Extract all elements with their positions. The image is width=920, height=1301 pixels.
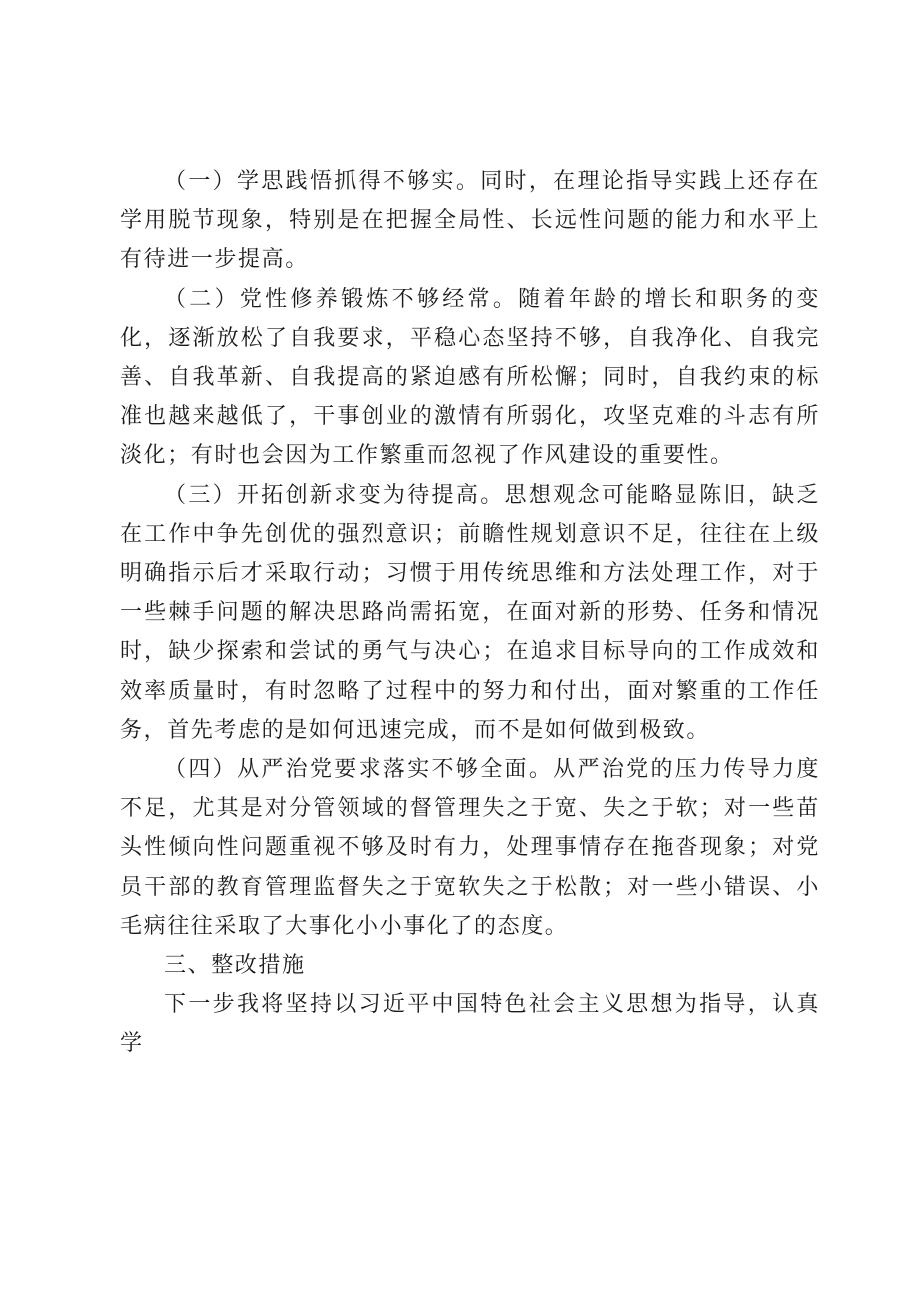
document-body (120, 162, 820, 1064)
section-heading-rectification: 三、整改措施 (164, 953, 306, 979)
paragraph-party-spirit: （二）党性修养锻炼不够经常。随着年龄的增长和职务的变化，逐渐放松了自我要求，平稳心态坚持不够，自我净化、自我完善、自我革新、自我提高的紧迫感有所松懈；同时，自我约束的标准也越来越低了，干事创业的激情有所弱化，攻坚克难的斗志有所淡化；有时也会因为工作繁重而忽视了作风建设的重要性。 (120, 286, 820, 469)
paragraph-party-discipline: （四）从严治党要求落实不够全面。从严治党的压力传导力度不足，尤其是对分管领域的督管理失之于宽、失之于软；对一些苗头性倾向性问题重视不够及时有力，处理事情存在拖沓现象；对党员干部的教育管理监督失之于宽软失之于松散；对一些小错误、小毛病往往采取了大事化小小事化了的态度。 (120, 757, 820, 939)
paragraph-innovation: （三）开拓创新求变为待提高。思想观念可能略显陈旧，缺乏在工作中争先创优的强烈意识；前瞻性规划意识不足，往往在上级明确指示后才采取行动；习惯于用传统思维和方法处理工作，对于一些棘手问题的解决思路尚需拓宽，在面对新的形势、任务和情况时，缺少探索和尝试的勇气与决心；在追求目标导向的工作成效和效率质量时，有时忽略了过程中的努力和付出，面对繁重的工作任务，首先考虑的是如何迅速完成，而不是如何做到极致。 (120, 482, 820, 743)
paragraph-study-practice: （一）学思践悟抓得不够实。同时，在理论指导实践上还存在学用脱节现象，特别是在把握全局性、长远性问题的能力和水平上有待进一步提高。 (120, 169, 820, 273)
paragraph-next-steps: 下一步我将坚持以习近平中国特色社会主义思想为指导，认真学 (120, 992, 820, 1057)
